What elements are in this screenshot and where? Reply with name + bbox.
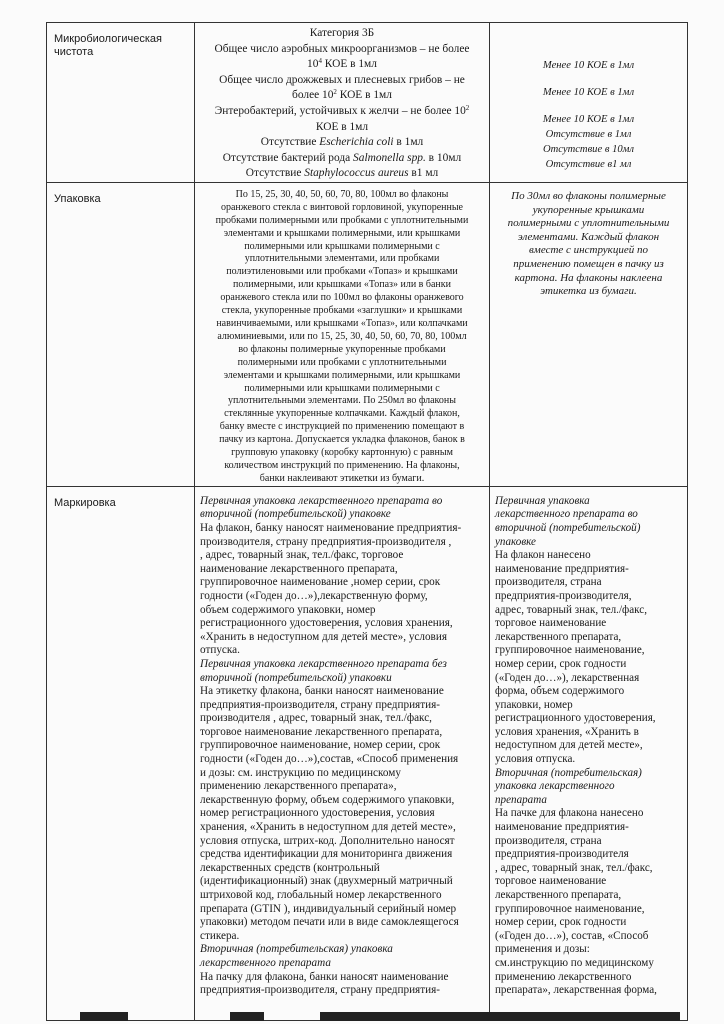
pack-spec-line: полимерными, или крышками «Топаз» или в банки <box>233 279 451 291</box>
pack-spec-line: оранжевого стекла или по 100мл во флаконы оранжевого <box>220 292 464 304</box>
mark-result-line: условия отпуска. <box>495 753 576 766</box>
micro-spec-line <box>195 104 489 120</box>
mark-result-line: лекарственного препарата, <box>495 630 622 643</box>
pack-spec-line: элементами и крышками полимерными, или крышками <box>223 369 461 381</box>
mark-result-line: недоступном для детей месте», <box>495 739 643 752</box>
pack-result-line: полимерными с уплотнительными <box>507 217 670 230</box>
mark-label: Маркировка <box>54 496 116 509</box>
pack-spec-line: полимерными или крышками полимерными с <box>244 240 440 252</box>
mark-result-heading: лекарственного препарата во <box>495 508 638 521</box>
mark-result-heading: Вторичная (потребительская) <box>495 766 642 779</box>
micro-label-cell <box>47 23 195 183</box>
micro-spec-text: Общее число дрожжевых и плесневых грибов – не <box>219 73 465 86</box>
mark-result-line: торговое наименование <box>495 875 607 888</box>
mark-spec-heading: Первичная упаковка лекарственного препарата без <box>200 657 447 670</box>
mark-spec-line: (идентификационный) знак (двухмерный матричный <box>200 875 453 888</box>
micro-result-cell <box>490 23 688 183</box>
mark-spec <box>195 487 489 998</box>
micro-spec-exponent: 2 <box>465 103 470 112</box>
mark-spec-heading: Вторичная (потребительская) упаковка <box>200 943 393 956</box>
mark-spec-line: На флакон, банку наносят наименование предприятия- <box>200 521 462 534</box>
micro-category: Категория 3Б <box>309 27 375 39</box>
micro-result-c2: Отсутствие в 1мл <box>545 129 632 140</box>
mark-result-line: («Годен до…»), лекарственная <box>495 671 640 684</box>
mark-result-line: наименование предприятия- <box>495 562 629 575</box>
pack-result-line: элементами. Каждый флакон <box>517 230 660 243</box>
micro-spec-text: Отсутствие бактерий рода <box>222 151 354 164</box>
pack-spec-line: оранжевого стекла с винтовой горловиной, укупоренные <box>220 201 463 213</box>
mark-spec-line: регистрационного удостоверения, условия хранения, <box>200 617 453 630</box>
micro-spec-text: в 10мл <box>425 151 462 164</box>
mark-spec-line: номер регистрационного удостоверения, условия <box>200 807 435 820</box>
micro-spec-line <box>195 151 489 167</box>
mark-spec-heading: Первичная упаковка лекарственного препарата во <box>200 494 443 507</box>
micro-result-c1: Менее 10 КОЕ в 1мл <box>542 114 635 125</box>
micro-spec-line <box>195 166 489 182</box>
mark-result-line: применению лекарственного <box>495 970 632 983</box>
mark-result-line: форма, объем содержимого <box>495 685 625 698</box>
micro-spec-exponent: 4 <box>318 57 322 66</box>
row-pack <box>47 182 688 486</box>
pack-spec-line: стеклянные укупоренные колпачками. Каждый флакон, <box>224 408 460 420</box>
micro-spec-organism: Escherichia coli <box>319 136 394 149</box>
mark-spec-line: На этикетку флакона, банки наносят наименование <box>200 685 444 698</box>
mark-spec-cell <box>195 486 490 1020</box>
pack-spec-line: навинчиваемыми, или крышками «Топаз», или колпачками <box>216 318 468 329</box>
pack-result-line: укупоренные крышками <box>532 203 645 216</box>
micro-spec-line <box>195 57 489 73</box>
micro-result-a: Менее 10 КОЕ в 1мл <box>542 60 635 71</box>
mark-result-heading: Первичная упаковка <box>495 494 590 507</box>
mark-spec-line: средства идентификации для мониторинга движения <box>200 848 453 861</box>
row-mark <box>47 486 688 1020</box>
micro-spec-organism: Salmonella spp. <box>353 151 426 164</box>
pack-spec-line: во флаконы полимерные укупоренные пробками <box>238 343 446 355</box>
micro-result <box>490 23 687 172</box>
mark-spec-line: производителя, страну предприятия-производителя , <box>200 535 452 548</box>
pack-result <box>490 183 687 299</box>
mark-result-line: номер серии, срок годности <box>495 916 627 929</box>
mark-result-line: На флакон нанесено <box>495 549 591 562</box>
mark-spec-line: препарата (GTIN ), индивидуальный серийный номер <box>200 902 457 915</box>
mark-spec-line: предприятия-производителя, страну предприятия- <box>200 984 440 997</box>
pack-spec-cell <box>195 182 490 486</box>
pack-spec-line: количеством инструкций по применению. На флаконы, <box>224 459 460 471</box>
pack-spec-line: полимерными или пробками с уплотнительными <box>237 356 447 368</box>
micro-label-line-2: чистота <box>54 46 94 58</box>
micro-result-c4: Отсутствие в1 мл <box>545 159 632 170</box>
mark-result-line: группировочное наименование, <box>495 902 645 915</box>
micro-result-b: Менее 10 КОЕ в 1мл <box>542 87 635 98</box>
pack-result-line: вместе с инструкцией по <box>529 244 648 257</box>
spec-table-container <box>46 22 684 1021</box>
mark-spec-line: «Хранить в недоступном для детей месте», условия <box>200 630 447 643</box>
mark-spec-line: годности («Годен до…»),лекарственную форму, <box>200 589 428 602</box>
pack-spec-line: уплотнительными элементами, или пробками <box>244 253 440 265</box>
mark-spec-line: объем содержимого упаковки, номер <box>200 603 376 616</box>
mark-result-line: предприятия-производителя <box>495 848 629 861</box>
micro-spec-line <box>195 88 489 104</box>
micro-spec-text: КОЕ в 1мл <box>336 89 392 102</box>
mark-label-cell <box>47 486 195 1020</box>
pack-spec-line: пачку из картона. Допускается укладка флаконов, банок в <box>219 434 465 446</box>
micro-spec-line <box>195 73 489 89</box>
mark-result-line: («Годен до…»), состав, «Способ <box>495 929 649 942</box>
mark-result-heading: вторичной (потребительской) <box>495 521 641 534</box>
pack-result-line: этикетка из бумаги. <box>540 285 637 298</box>
mark-spec-line: упаковки) методом печати или в виде самоклеящегося <box>200 916 459 929</box>
micro-result-c3: Отсутствие в 10мл <box>542 144 635 155</box>
micro-spec-text: 10 <box>307 58 319 71</box>
pack-spec-line: банку вместе с инструкцией по применению помещают в <box>219 421 465 433</box>
mark-spec-line: условия отпуска, штрих-код. Дополнительно наносят <box>200 834 455 847</box>
mark-spec-line: годности («Годен до…»),состав, «Способ применения <box>200 753 459 766</box>
mark-spec-line: торговое наименование лекарственного препарата, <box>200 725 443 738</box>
micro-spec-text: КОЕ в 1мл <box>315 120 369 133</box>
micro-spec-exponent: 2 <box>333 88 337 97</box>
mark-spec-heading: вторичной (потребительской) упаковки <box>200 671 392 684</box>
micro-spec-line <box>195 135 489 151</box>
mark-result <box>490 487 687 998</box>
mark-result-heading: препарата <box>495 793 547 806</box>
pack-spec-line: стекла, укупоренные пробками «заглушки» и крышками <box>221 305 463 317</box>
micro-spec-text: Отсутствие <box>260 136 320 149</box>
micro-spec-organism: Staphylococcus aureus <box>304 167 409 180</box>
pack-spec-line: пробками полимерными или пробками с уплотнительными <box>215 214 469 226</box>
mark-result-line: лекарственного препарата, <box>495 889 622 901</box>
mark-result-heading: упаковке <box>495 535 536 548</box>
mark-result-line: , адрес, товарный знак, тел./факс, <box>495 861 653 874</box>
spec-table <box>46 22 688 1021</box>
mark-result-line: группировочное наименование, <box>495 644 645 657</box>
mark-spec-line: наименование лекарственного препарата, <box>200 562 398 575</box>
mark-result-line: На пачке для флакона нанесено <box>495 807 644 820</box>
cut-off-next-page-text <box>80 1010 680 1024</box>
micro-spec-text: КОЕ в 1мл <box>321 58 377 71</box>
mark-spec-line: применению лекарственного препарата», <box>200 780 397 793</box>
pack-result-cell <box>490 182 688 486</box>
pack-spec-line: уплотнительными элементами. По 250мл во флаконы <box>228 395 456 407</box>
mark-result-line: условия хранения, «Хранить в <box>495 725 639 738</box>
pack-spec-line: элементами и крышками полимерными, или крышками <box>223 227 461 239</box>
mark-result-line: производителя, страна <box>495 576 602 589</box>
mark-spec-line: отпуска. <box>200 644 240 657</box>
mark-spec-line: , адрес, товарный знак, тел./факс, торговое <box>200 549 404 562</box>
mark-result-heading: упаковка лекарственного <box>495 780 615 793</box>
mark-result-line: наименование предприятия- <box>495 821 629 834</box>
mark-result-line: см.инструкцию по медицинскому <box>495 956 654 969</box>
mark-result-line: производителя, страна <box>495 834 602 847</box>
pack-result-line: По 30мл во флаконы полимерные <box>511 189 666 202</box>
mark-result-line: регистрационного удостоверения, <box>495 712 656 725</box>
pack-label: Упаковка <box>54 192 101 205</box>
pack-label-cell <box>47 182 195 486</box>
mark-spec-line: На пачку для флакона, банки наносят наименование <box>200 970 449 983</box>
pack-result-line: применению помещен в пачку из <box>513 257 664 270</box>
mark-result-line: применения и дозы: <box>495 943 590 956</box>
pack-spec-line: банки наклеивают этикетки из бумаги. <box>259 472 425 484</box>
micro-label-line-1: Микробиологическая <box>54 33 162 45</box>
mark-result-line: торговое наименование <box>495 617 607 630</box>
micro-spec-line <box>195 42 489 58</box>
micro-spec-text: в 1мл <box>393 136 424 149</box>
mark-spec-line: группировочное наименование, номер серии, срок <box>200 739 441 752</box>
micro-spec-text: Общее число аэробных микроорганизмов – не более <box>214 42 470 55</box>
micro-spec <box>195 23 489 182</box>
mark-spec-line: предприятия-производителя, страну предприятия- <box>200 698 440 711</box>
pack-spec <box>195 183 489 486</box>
mark-spec-line: штриховой код, глобальный номер лекарственного <box>200 889 442 901</box>
micro-spec-text: в1 мл <box>408 167 439 180</box>
pack-result-line: картона. На флаконы наклеена <box>514 271 663 284</box>
micro-spec-text: Отсутствие <box>245 167 305 180</box>
mark-spec-line: группировочное наименование ,номер серии, срок <box>200 576 441 589</box>
micro-spec-line <box>195 120 489 136</box>
pack-spec-line: полимерными или крышками полимерными с <box>244 382 440 394</box>
mark-spec-line: стикера. <box>200 929 240 942</box>
micro-spec-text: Энтеробактерий, устойчивых к желчи – не более 10 <box>214 104 466 117</box>
pack-spec-line: групповую упаковку (коробку картонную) с равным <box>231 447 453 459</box>
mark-spec-line: лекарственную форму, объем содержимого упаковки, <box>200 793 455 806</box>
mark-spec-line: хранения, «Хранить в недоступном для детей месте», <box>200 821 456 834</box>
pack-spec-line: полиэтиленовыми или пробками «Топаз» и крышками <box>226 266 458 278</box>
mark-result-line: препарата», лекарственная форма, <box>495 984 657 997</box>
mark-result-line: номер серии, срок годности <box>495 657 627 670</box>
mark-result-cell <box>490 486 688 1020</box>
mark-spec-line: лекарственных средств (контрольный <box>200 861 380 874</box>
pack-spec-line: По 15, 25, 30, 40, 50, 60, 70, 80, 100мл во флаконы <box>235 188 449 200</box>
mark-result-line: адрес, товарный знак, тел./факс, <box>495 603 647 616</box>
row-micro <box>47 23 688 183</box>
mark-spec-heading: лекарственного препарата <box>200 956 331 969</box>
micro-spec-cell <box>195 23 490 183</box>
pack-spec-line: алюминиевыми, или по 15, 25, 30, 40, 50, 60, 70, 80, 100мл <box>217 330 467 342</box>
mark-spec-line: и дозы: см. инструкцию по медицинскому <box>200 766 401 779</box>
micro-spec-text: более 10 <box>292 89 334 102</box>
mark-spec-heading: вторичной (потребительской) упаковке <box>200 508 391 521</box>
mark-result-line: предприятия-производителя, <box>495 589 632 602</box>
mark-spec-line: производителя , адрес, товарный знак, тел./факс, <box>200 712 432 725</box>
mark-result-line: упаковки, номер <box>495 698 573 711</box>
